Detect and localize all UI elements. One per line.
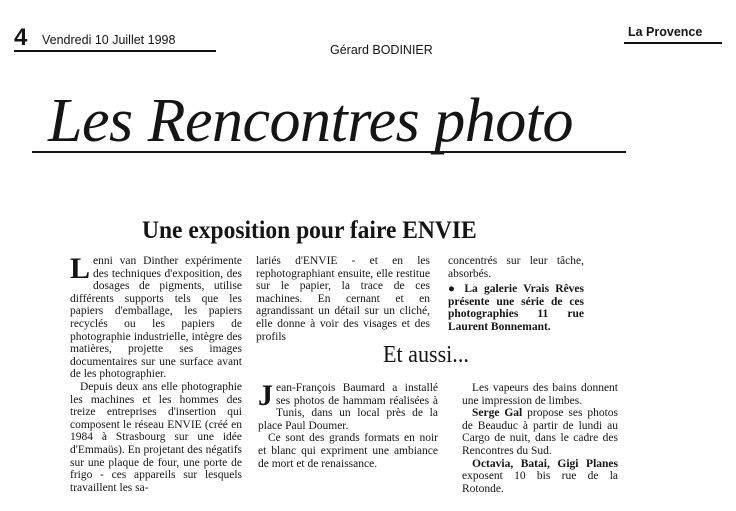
article-paragraph: enni van Dinther expérimente des techniques d'exposition, des dosages de pigments, utilise différents supports tels que les papiers d'emballage, les papiers recyclés ou les papiers de photographie industrielle, intègre des matières, projette ses images documentaires sur une surface avant de les photographier. (70, 255, 242, 381)
issue-date: Vendredi 10 Juillet 1998 (42, 33, 176, 47)
article-paragraph (462, 407, 618, 457)
paragraph-text: exposent 10 bis rue de la Rotonde. (462, 470, 618, 495)
publication-name: La Provence (628, 25, 703, 39)
article-column-2 (256, 255, 430, 343)
aussi-column-1 (258, 379, 438, 470)
photographer-name: Serge Gal (472, 407, 523, 420)
author-byline: Gérard BODINIER (330, 43, 433, 57)
paragraph-text: propose ses photos de Beauduc à partir de lundi au Cargo de nuit, dans le cadre des Rencontres du Sud. (462, 407, 618, 457)
article-paragraph: Les vapeurs des bains donnent une impression de limbes. (462, 382, 618, 407)
article-paragraph: concentrés sur leur tâche, absorbés. (448, 255, 584, 280)
article-column-1 (70, 252, 242, 494)
section-title-et-aussi: Et aussi... (383, 342, 469, 368)
drop-cap: L (70, 252, 91, 285)
article-paragraph: lariés d'ENVIE - et en les rephotographiant ensuite, elle restitue sur le papier, la trace de ces machines. En cernant et en agrandissant un détail sur un cliché, elle donne à voir des visages et des profils (256, 255, 430, 343)
exhibition-note: ● La galerie Vrais Rêves présente une série de ces photographies 11 rue Laurent Bonnemant. (448, 283, 584, 333)
header-rule (14, 50, 216, 52)
photographer-names: Octavia, Batai, Gigi Planes (472, 457, 618, 470)
publication-rule (624, 42, 722, 44)
article-paragraph (462, 458, 618, 496)
headline-rule (32, 151, 626, 153)
page-number: 4 (14, 24, 28, 51)
drop-cap: J (258, 379, 273, 412)
article-title: Une exposition pour faire ENVIE (142, 217, 477, 244)
article-paragraph: Ce sont des grands formats en noir et blanc qui expriment une ambiance de mort et de renaissance. (258, 432, 438, 470)
article-column-3 (448, 255, 584, 334)
aussi-column-2 (462, 382, 618, 495)
article-paragraph: ean-François Baumard a installé ses photos de hammam réalisées à Tunis, dans un local près de la place Paul Doumer. (258, 382, 438, 432)
page-headline: Les Rencontres photo (48, 87, 573, 155)
article-paragraph: Depuis deux ans elle photographie les machines et les hommes des treize entreprises d'insertion qui composent le réseau ENVIE (créé en 1984 à Strasbourg sur une idée d'Emmaüs). En projetant des négatifs sur une plaque de four, une porte de frigo - ces appareils sur lesquels travaillent les sa- (70, 380, 242, 494)
